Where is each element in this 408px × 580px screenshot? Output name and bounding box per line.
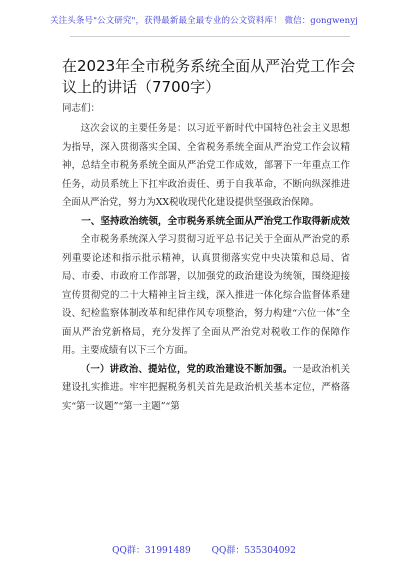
body-paragraph: 全市税务系统深入学习贯彻习近平总书记关于全面从严治党的系列重要论述和指示批示精神，认真贯彻落实党中央决策和总局、省局、市委、市政府工作部署，以加强党的政治建设为统领，围绕迎接宣传贯彻党的二十大精神主旨主线，深入推进一体化综合监督体系建设、纪检监察体制改革和纪律作风专项整治，努力构建“六位一体”全面从严治党新格局，充分发挥了全面从严治党对税收工作的保障作用。主要成绩有以下三个方面。	[62, 234, 350, 356]
subsection-text: 一是政治机关建设扎实推进。牢牢把握税务机关首先是政治机关基本定位，严格落实“第一议题”“第一主题”“第	[62, 363, 350, 412]
subsection-heading: （一）讲政治、提站位，党的政治建设不断加强。	[80, 363, 293, 375]
section-heading: 一、坚持政治统领，全市税务系统全面从严治党工作取得新成效	[81, 215, 350, 227]
footer-qq-group-1: QQ群：31991489	[112, 546, 191, 556]
document-body	[62, 120, 350, 416]
footer-qq-group-2: QQ群：535304092	[211, 546, 296, 556]
footer-contact	[0, 543, 408, 556]
subsection-paragraph	[62, 361, 350, 417]
header-divider	[70, 36, 350, 37]
greeting: 同志们：	[62, 103, 101, 114]
document-title: 在2023年全市税务系统全面从严治党工作会议上的讲话（7700字）	[62, 57, 356, 96]
intro-paragraph: 这次会议的主要任务是：以习近平新时代中国特色社会主义思想为指导，深入贯彻落实全国、全省税务系统全面从严治党工作会议精神，总结全市税务系统全面从严治党工作成效，部署下一年重点工作任务，动员系统上下扛牢政治责任、勇于自我革命，不断向纵深推进全面从严治党，努力为XX税收现代化建设提供坚强政治保障。	[62, 123, 350, 208]
header-banner: 关注头条号"公文研究"，获得最新最全最专业的公文资料库！ 微信：gongwenyj	[50, 16, 358, 26]
